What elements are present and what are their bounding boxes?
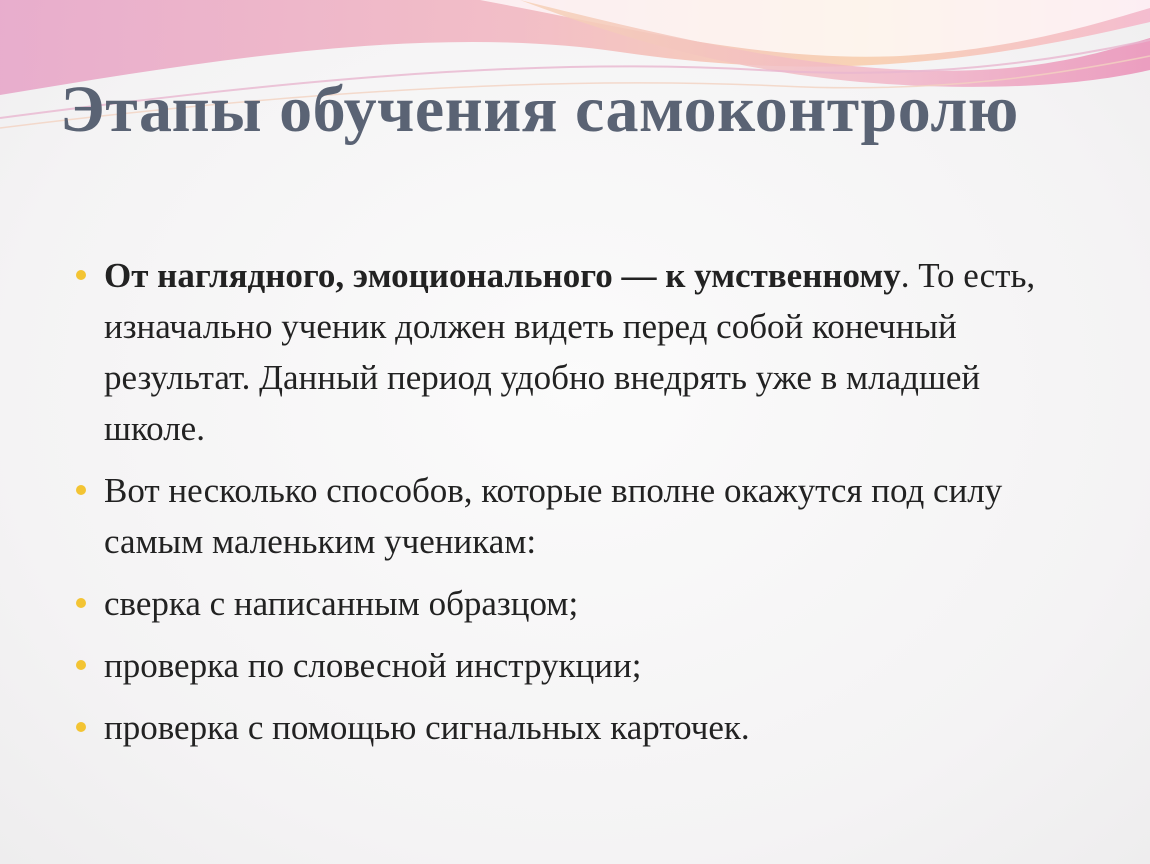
bullet-bold-text: От наглядного, эмоционального — к умственному xyxy=(104,256,901,295)
list-item xyxy=(76,640,1086,691)
bullet-icon xyxy=(76,270,86,280)
bullet-icon xyxy=(76,485,86,495)
bullet-text: проверка по словесной инструкции; xyxy=(104,646,642,685)
bullet-text: проверка с помощью сигнальных карточек. xyxy=(104,708,750,747)
bullet-icon xyxy=(76,722,86,732)
list-item xyxy=(76,702,1086,753)
bullet-icon xyxy=(76,598,86,608)
bullet-list xyxy=(76,250,1086,764)
list-item xyxy=(76,250,1086,454)
list-item xyxy=(76,578,1086,629)
list-item xyxy=(76,465,1086,567)
bullet-text: Вот несколько способов, которые вполне окажутся под силу самым маленьким ученикам: xyxy=(104,471,1003,561)
bullet-text: сверка с написанным образцом; xyxy=(104,584,579,623)
bullet-text: . То есть, изначально ученик должен видеть перед собой конечный результат. Данный период удобно внедрять уже в младшей школе. xyxy=(104,256,1036,448)
slide-title: Этапы обучения самоконтролю xyxy=(60,73,1019,146)
bullet-icon xyxy=(76,660,86,670)
